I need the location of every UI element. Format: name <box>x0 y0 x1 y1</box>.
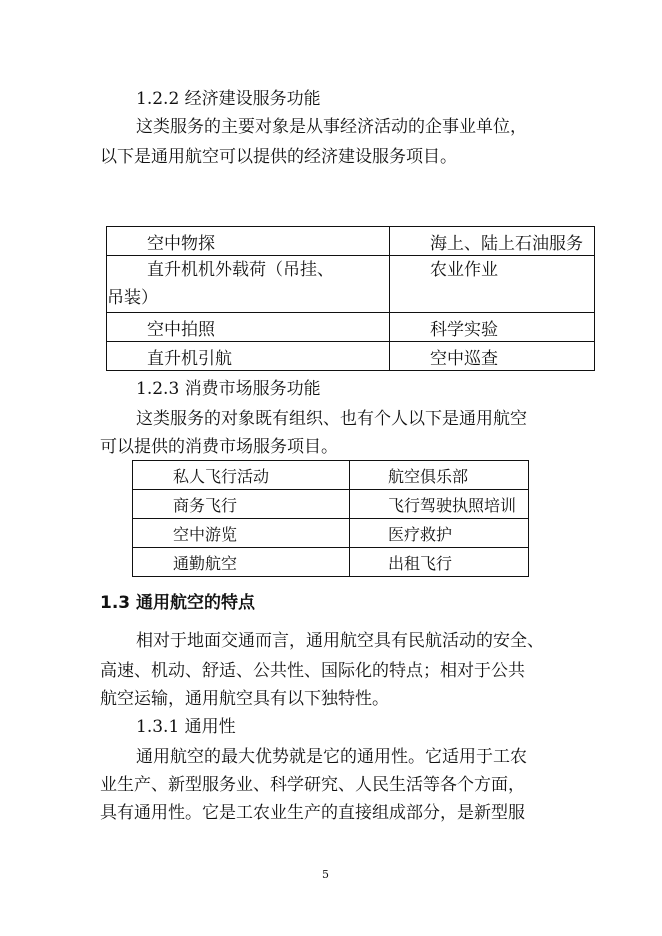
section-1-2-3-para-line-1: 这类服务的对象既有组织、也有个人以下是通用航空 <box>136 409 527 429</box>
table-cell: 私人飞行活动 <box>133 461 350 490</box>
section-1-2-3-para-line-2: 可以提供的消费市场服务项目。 <box>100 437 338 457</box>
table-cell: 空中物探 <box>107 227 390 256</box>
section-1-2-2-para-line-2: 以下是通用航空可以提供的经济建设服务项目。 <box>100 147 457 167</box>
section-1-3-1-para-line-2: 业生产、新型服务业、科学研究、人民生活等各个方面， <box>100 775 525 795</box>
section-1-3-1-para-line-3: 具有通用性。它是工农业生产的直接组成部分，是新型服 <box>100 803 525 823</box>
section-1-3-heading: 1.3 通用航空的特点 <box>100 593 256 613</box>
table-cell: 空中巡查 <box>390 342 595 371</box>
table-cell: 通勤航空 <box>133 548 350 577</box>
section-1-3-para-line-3: 航空运输，通用航空具有以下独特性。 <box>100 689 389 709</box>
section-1-3-1-title: 1.3.1 通用性 <box>136 717 236 737</box>
cell-text-line-1: 直升机机外载荷（吊挂、 <box>147 260 334 280</box>
table-row <box>107 227 595 256</box>
table-row <box>133 519 529 548</box>
section-1-2-3-title: 1.2.3 消费市场服务功能 <box>136 379 321 399</box>
table-row <box>107 342 595 371</box>
section-1-2-2-title: 1.2.2 经济建设服务功能 <box>136 89 321 109</box>
section-1-3-para-line-2: 高速、机动、舒适、公共性、国际化的特点；相对于公共 <box>100 661 525 681</box>
section-1-3-para-line-1: 相对于地面交通而言，通用航空具有民航活动的安全、 <box>136 631 544 651</box>
table-row <box>133 490 529 519</box>
table-row <box>107 313 595 342</box>
table-cell: 医疗救护 <box>350 519 529 548</box>
page-number: 5 <box>322 868 329 881</box>
economic-services-table <box>106 226 595 371</box>
section-1-3-1-para-line-1: 通用航空的最大优势就是它的通用性。它适用于工农 <box>136 747 527 767</box>
table-row <box>107 256 595 313</box>
table-cell <box>107 256 390 313</box>
table-cell: 空中拍照 <box>107 313 390 342</box>
section-1-2-2-para-line-1: 这类服务的主要对象是从事经济活动的企事业单位， <box>136 117 527 137</box>
table-cell: 出租飞行 <box>350 548 529 577</box>
table-cell: 海上、陆上石油服务 <box>390 227 595 256</box>
table-cell: 空中游览 <box>133 519 350 548</box>
table-row <box>133 548 529 577</box>
table-cell: 商务飞行 <box>133 490 350 519</box>
table-cell: 农业作业 <box>390 256 595 313</box>
table-cell: 直升机引航 <box>107 342 390 371</box>
table-row <box>133 461 529 490</box>
cell-text-line-2: 吊装） <box>107 288 158 308</box>
table-cell: 航空俱乐部 <box>350 461 529 490</box>
table-cell: 飞行驾驶执照培训 <box>350 490 529 519</box>
consumer-services-table <box>132 460 529 577</box>
table-cell: 科学实验 <box>390 313 595 342</box>
